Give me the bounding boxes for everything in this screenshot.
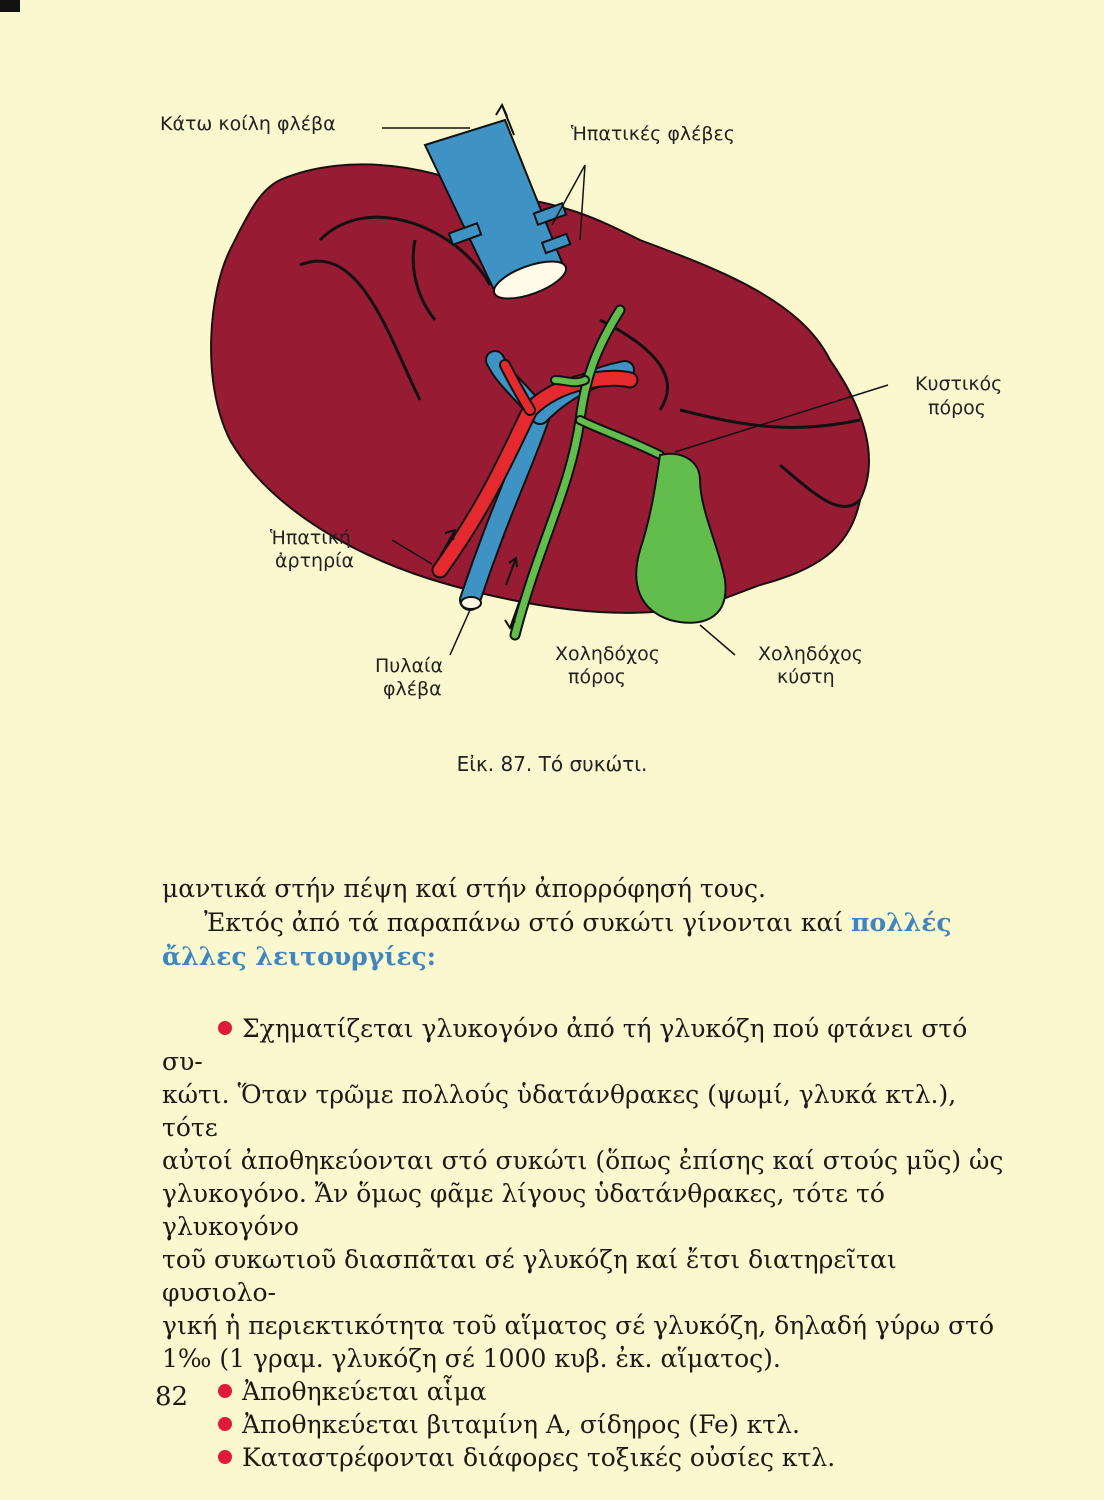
highlighted-phrase: πολλές ἄλλες λειτουργίες: <box>162 908 952 971</box>
list-item-continuation: γική ἡ περιεκτικότητα τοῦ αἵματος σέ γλυκόζη, δηλαδή γύρω στό <box>162 1311 995 1340</box>
label-portal-vein: Πυλαία <box>375 655 444 677</box>
label-hepatic-artery: Ἡπατική <box>270 527 351 549</box>
list-item-continuation: αὐτοί ἀποθηκεύονται στό συκώτι (ὅπως ἐπίσης καί στούς μῦς) ὡς <box>162 1146 1004 1175</box>
list-item: Καταστρέφονται διάφορες τοξικές οὐσίες κτλ. <box>162 1441 1012 1474</box>
scan-corner-mark <box>0 0 20 12</box>
bullet-icon <box>218 1450 232 1464</box>
list-item-continuation: τοῦ συκωτιοῦ διασπᾶται σέ γλυκόζη καί ἔτσι διατηρεῖται φυσιολο- <box>162 1245 897 1307</box>
list-item: Ἀποθηκεύεται αἷμα <box>162 1375 1012 1408</box>
label-inferior-vena-cava: Κάτω κοίλη φλέβα <box>160 113 336 135</box>
label-portal-vein: φλέβα <box>383 678 442 700</box>
liver-diagram <box>160 80 1060 780</box>
label-cystic-duct: πόρος <box>928 397 986 419</box>
page-number: 82 <box>155 1382 189 1412</box>
list-item-continuation: κώτι. Ὅταν τρῶμε πολλούς ὑδατάνθρακες (ψωμί, γλυκά κτλ.), τότε <box>162 1080 957 1142</box>
label-hepatic-artery: ἀρτηρία <box>275 550 355 572</box>
bullet-icon <box>218 1384 232 1398</box>
text-line: μαντικά στήν πέψη καί στήν ἀπορρόφησή τους. <box>162 874 766 903</box>
body-text <box>162 872 1012 974</box>
label-cystic-duct: Κυστικός <box>915 373 1003 395</box>
label-bile-duct: Χοληδόχος <box>555 643 660 665</box>
bullet-icon <box>218 1021 232 1035</box>
list-item-continuation: 1‰ (1 γραμ. γλυκόζη σέ 1000 κυβ. ἐκ. αἵματος). <box>162 1344 781 1373</box>
bullet-icon <box>218 1417 232 1431</box>
label-gallbladder: Χοληδόχος <box>758 643 863 665</box>
label-hepatic-veins: Ἡπατικές φλέβες <box>571 123 735 145</box>
text-paragraph <box>162 906 1012 974</box>
text-line: Ἐκτός ἀπό τά παραπάνω στό συκώτι γίνονται καί <box>204 908 852 937</box>
figure-caption: Εἰκ. 87. Τό συκώτι. <box>456 752 648 776</box>
list-item: Σχηματίζεται γλυκογόνο ἀπό τή γλυκόζη πού φτάνει στό συ- <box>162 1014 968 1076</box>
label-bile-duct: πόρος <box>568 666 626 688</box>
list-item-continuation: γλυκογόνο. Ἄν ὅμως φᾶμε λίγους ὑδατάνθρακες, τότε τό γλυκογόνο <box>162 1179 885 1241</box>
bullet-list <box>162 1012 1012 1474</box>
list-item: Ἀποθηκεύεται βιταμίνη Α, σίδηρος (Fe) κτλ. <box>162 1408 1012 1441</box>
label-gallbladder: κύστη <box>777 666 835 688</box>
